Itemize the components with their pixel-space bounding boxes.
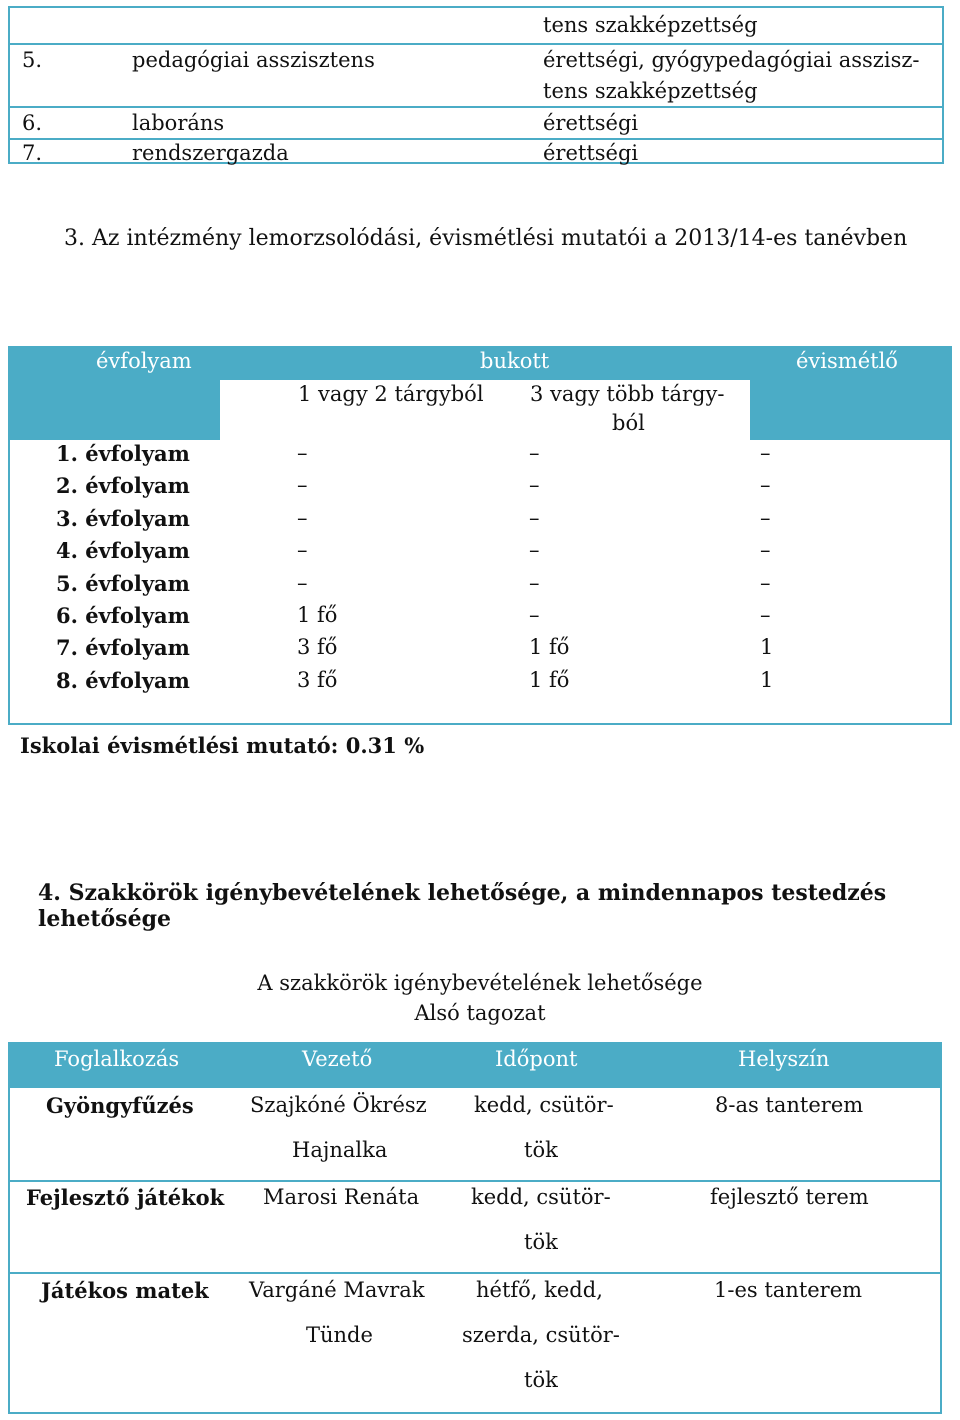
header-leader: Vezető [302,1047,373,1071]
activity: Játékos matek [41,1278,209,1303]
row-separator [10,1272,940,1274]
leader: Szajkóné Ökrész [250,1093,427,1117]
grade-label: 7. évfolyam [56,635,190,661]
row-number: 7. [22,141,43,165]
place: fejlesztő terem [710,1185,869,1209]
repeaters-value: 1 [760,635,774,660]
repeaters-value: – [760,473,771,498]
failed-3-plus-value: – [529,538,540,563]
activity: Gyöngyfűzés [46,1093,194,1118]
failed-1-2-value: – [297,505,308,530]
section-3-title: 3. Az intézmény lemorzsolódási, évismétlési mutatói a 2013/14-es tanévben [64,226,908,251]
clubs-subtitle: A szakkörök igénybevételének lehetősége [257,971,703,995]
clubs-table-header [8,1042,942,1088]
subheader-1-2-subjects: 1 vagy 2 tárgyból [298,382,484,406]
time: kedd, csütör- [474,1093,614,1117]
time: tök [524,1230,558,1254]
subheader-area [220,380,750,440]
failed-3-plus-value: – [529,441,540,465]
failed-1-2-value: – [297,538,308,563]
repeat-indicator: Iskolai évismétlési mutató: 0.31 % [20,733,425,758]
grade-label: 5. évfolyam [56,570,190,596]
clubs-table [8,1088,942,1414]
grade-label: 8. évfolyam [56,667,190,693]
failed-1-2-value: 1 fő [297,603,338,627]
grade-label: 6. évfolyam [56,603,190,628]
table-row [10,138,942,166]
qualification: érettségi [543,111,639,135]
qualification: tens szakképzettség [543,79,758,103]
grade-table-body [8,440,952,725]
leader: Marosi Renáta [263,1185,420,1209]
grade-label: 1. évfolyam [56,441,190,466]
time: kedd, csütör- [471,1185,611,1209]
failed-1-2-value: – [297,570,308,595]
header-place: Helyszín [738,1047,830,1071]
qualification: érettségi, gyógypedagógiai asszisz- [543,48,920,72]
leader: Vargáné Mavrak [249,1278,425,1302]
header-grade: évfolyam [96,349,192,373]
place: 1-es tanterem [714,1278,863,1302]
position: laboráns [132,111,225,135]
time: tök [524,1138,558,1162]
failed-3-plus-value: – [529,603,540,627]
failed-1-2-value: – [297,473,308,498]
leader: Hajnalka [292,1138,388,1162]
header-time: Időpont [495,1047,578,1071]
failed-1-2-value: 3 fő [297,667,338,692]
header-failed: bukott [480,349,550,373]
subheader-3-plus-subjects: 3 vagy több tárgy- [530,382,725,406]
position: pedagógiai asszisztens [132,48,375,72]
grade-label: 4. évfolyam [56,538,190,564]
leader: Tünde [306,1323,373,1347]
time: hétfő, kedd, [476,1278,603,1302]
qualification: érettségi [543,141,639,165]
section-4-title: 4. Szakkörök igénybevételének lehetősége, a mindennapos testedzés lehetősége [38,880,887,932]
table-row [10,43,942,107]
header-activity: Foglalkozás [54,1047,180,1071]
activity: Fejlesztő játékok [26,1185,225,1210]
grade-label: 2. évfolyam [56,473,190,499]
time: tök [524,1368,558,1392]
failed-3-plus-value: – [529,570,540,595]
grade-label: 3. évfolyam [56,505,190,531]
row-separator [10,1180,940,1182]
position: rendszergazda [132,141,289,165]
repeaters-value: 1 [760,667,774,692]
time: szerda, csütör- [462,1323,620,1347]
repeaters-value: – [760,505,771,530]
failed-3-plus-value: – [529,505,540,530]
repeaters-value: – [760,441,771,465]
failed-3-plus-value: 1 fő [529,635,570,660]
row-number: 6. [22,111,43,135]
table-row [10,106,942,139]
subheader-3-plus-subjects-cont: ból [612,411,645,435]
failed-3-plus-value: – [529,473,540,498]
clubs-heading [0,968,960,1028]
clubs-level: Alsó tagozat [414,1001,546,1025]
place: 8-as tanterem [715,1093,864,1117]
failed-3-plus-value: 1 fő [529,667,570,692]
header-repeaters: évismétlő [796,349,898,373]
staff-table [8,6,944,164]
repeaters-value: – [760,603,771,627]
repeaters-value: – [760,570,771,595]
row-number: 5. [22,48,43,72]
qualification: tens szakképzettség [543,13,758,37]
repeaters-value: – [760,538,771,563]
failed-1-2-value: – [297,441,308,465]
failed-1-2-value: 3 fő [297,635,338,660]
